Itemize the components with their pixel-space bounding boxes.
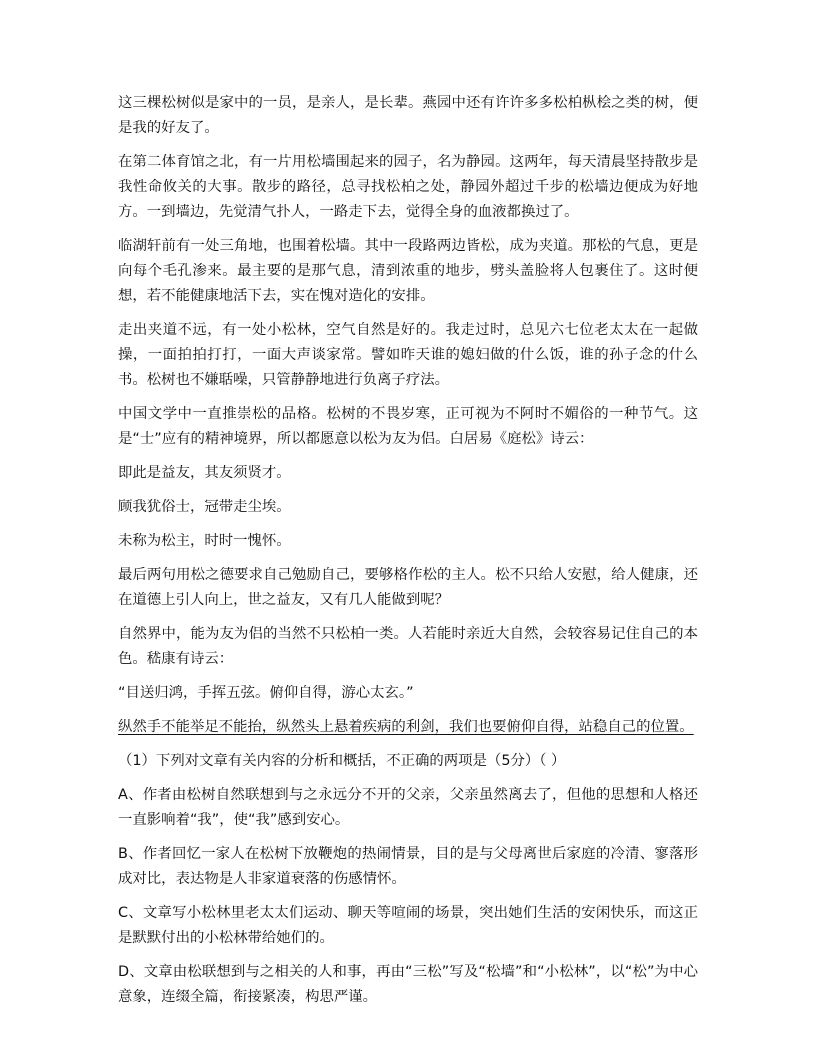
poem-line-1: 即此是益友，其友须贤才。 (118, 465, 291, 481)
paragraph-nature-friends: 自然界中，能为友为侣的当然不只松柏一类。人若能时亲近大自然，会较容易记住自己的本色。嵇康有诗云： (118, 626, 698, 667)
paragraph-linhu-pavilion: 临湖轩前有一处三角地，也围着松墙。其中一段路两边皆松，成为夹道。那松的气息，更是向每个毛孔渗来。最主要的是那气息，清到浓重的地步，劈头盖脸将人包裹住了。这时便想，若不能健康地活下去，实在愧对造化的安排。 (118, 238, 698, 304)
paragraph-family-pines: 这三棵松树似是家中的一员，是亲人，是长辈。燕园中还有许许多多松柏枞桧之类的树，便是我的好友了。 (118, 95, 698, 136)
paragraph-pine-virtue: 最后两句用松之德要求自己勉励自己，要够格作松的主人。松不只给人安慰，给人健康，还在道德上引人向上，世之益友，又有几人能做到呢？ (118, 567, 698, 608)
document-page (118, 91, 698, 1019)
option-b: B、作者回忆一家人在松树下放鞭炮的热闹情景，目的是与父母离世后家庭的冷清、寥落形成对比，表达物是人非家道衰落的伤感情怀。 (118, 846, 698, 887)
poem-line-2: 顾我犹俗士，冠带走尘埃。 (118, 499, 291, 515)
question-stem: （1）下列对文章有关内容的分析和概括，不正确的两项是（5分）（ ） (118, 753, 566, 769)
paragraph-closing-underlined: 纵然手不能举足不能抬，纵然头上悬着疾病的利剑，我们也要俯仰自得，站稳自己的位置。 (118, 719, 694, 735)
option-a: A、作者由松树自然联想到与之永远分不开的父亲，父亲虽然离去了，但他的思想和人格还一直影响着“我”，使“我”感到安心。 (118, 787, 698, 828)
option-d: D、文章由松联想到与之相关的人和事，再由“三松”写及“松墙”和“小松林”，以“松”为中心意象，连缀全篇，衔接紧凑，构思严谨。 (118, 964, 698, 1005)
paragraph-small-pine-grove: 走出夹道不远，有一处小松林，空气自然是好的。我走过时，总见六七位老太太在一起做操，一面拍拍打打，一面大声谈家常。譬如昨天谁的媳妇做的什么饭，谁的孙子念的什么书。松树也不嫌聒噪，只管静静地进行负离子疗法。 (118, 322, 698, 388)
option-c: C、文章写小松林里老太太们运动、聊天等喧闹的场景，突出她们生活的安闲快乐，而这正是默默付出的小松林带给她们的。 (118, 905, 698, 946)
poem-line-3: 未称为松主，时时一愧怀。 (118, 533, 291, 549)
quote-ji-kang: “目送归鸿，手挥五弦。俯仰自得，游心太玄。” (118, 685, 414, 701)
paragraph-jingyuan-garden: 在第二体育馆之北，有一片用松墙围起来的园子，名为静园。这两年，每天清晨坚持散步是我性命攸关的大事。散步的路径，总寻找松柏之处，静园外超过千步的松墙边便成为好地方。一到墙边，先觉清气扑人，一路走下去，觉得全身的血液都换过了。 (118, 154, 698, 220)
paragraph-pine-in-literature: 中国文学中一直推崇松的品格。松树的不畏岁寒，正可视为不阿时不媚俗的一种节气。这是“士”应有的精神境界，所以都愿意以松为友为侣。白居易《庭松》诗云： (118, 406, 698, 447)
